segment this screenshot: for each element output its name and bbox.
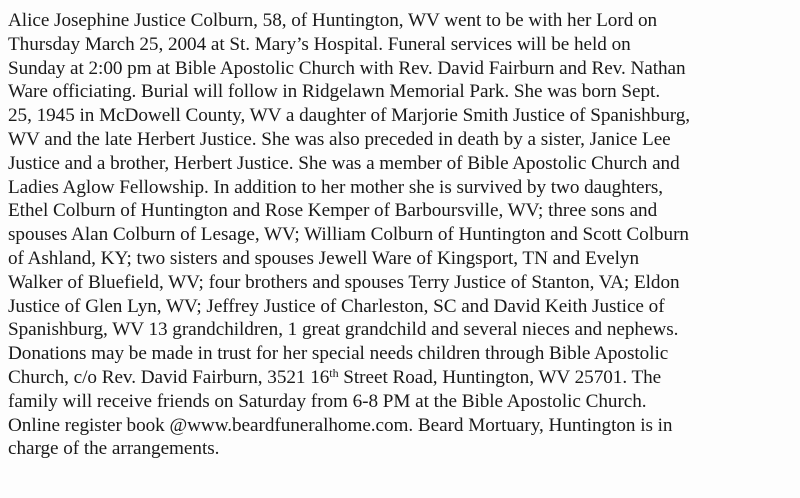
- text-line-16-start: Church, c/o Rev. David Fairburn, 3521 16: [8, 366, 330, 388]
- text-line-7: Justice and a brother, Herbert Justice. She was a member of Bible Apostolic Church and: [8, 152, 680, 174]
- text-line-1: Alice Josephine Justice Colburn, 58, of Huntington, WV went to be with her Lord on: [8, 10, 658, 31]
- text-line-17: family will receive friends on Saturday from 6-8 PM at the Bible Apostolic Church.: [8, 390, 647, 412]
- text-line-18: Online register book @www.beardfuneralhome.com. Beard Mortuary, Huntington is in: [8, 414, 673, 436]
- text-line-5: 25, 1945 in McDowell County, WV a daughter of Marjorie Smith Justice of Spanishburg,: [8, 105, 691, 127]
- ordinal-suffix: th: [329, 365, 339, 380]
- text-line-8: Ladies Aglow Fellowship. In addition to her mother she is survived by two daughters,: [8, 176, 664, 198]
- text-line-11: of Ashland, KY; two sisters and spouses Jewell Ware of Kingsport, TN and Evelyn: [8, 247, 639, 269]
- text-line-14: Spanishburg, WV 13 grandchildren, 1 great grandchild and several nieces and nephews.: [8, 319, 679, 341]
- text-line-2: Thursday March 25, 2004 at St. Mary’s Hospital. Funeral services will be held on: [8, 33, 631, 55]
- text-line-3: Sunday at 2:00 pm at Bible Apostolic Church with Rev. David Fairburn and Rev. Nathan: [8, 57, 686, 79]
- text-line-4: Ware officiating. Burial will follow in Ridgelawn Memorial Park. She was born Sept.: [8, 81, 661, 103]
- text-line-12: Walker of Bluefield, WV; four brothers and spouses Terry Justice of Stanton, VA; Eldon: [8, 271, 680, 293]
- text-line-15: Donations may be made in trust for her special needs children through Bible Apostolic: [8, 343, 669, 365]
- text-line-10: spouses Alan Colburn of Lesage, WV; William Colburn of Huntington and Scott Colburn: [8, 224, 689, 246]
- text-line-16: [8, 366, 796, 390]
- obituary-text: [8, 9, 796, 461]
- text-line-13: Justice of Glen Lyn, WV; Jeffrey Justice of Charleston, SC and David Keith Justice of: [8, 295, 665, 317]
- text-line-16-end: Street Road, Huntington, WV 25701. The: [338, 366, 662, 388]
- text-line-9: Ethel Colburn of Huntington and Rose Kemper of Barboursville, WV; three sons and: [8, 200, 658, 222]
- text-line-6: WV and the late Herbert Justice. She was also preceded in death by a sister, Janice Lee: [8, 128, 671, 150]
- text-line-19: charge of the arrangements.: [8, 438, 220, 460]
